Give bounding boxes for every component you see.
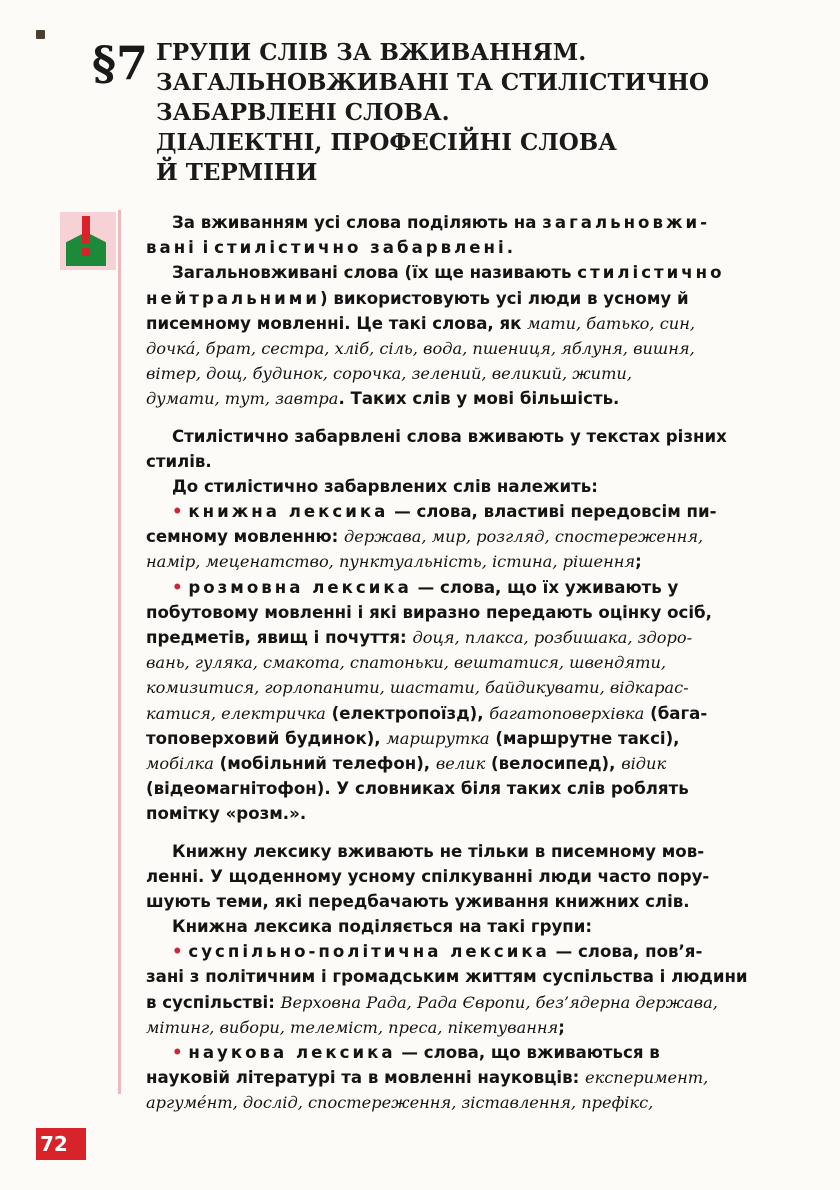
text-run: (мобільний телефон),	[213, 753, 436, 773]
spaced-term: стилістично	[577, 263, 725, 283]
text-line	[146, 286, 786, 311]
example-words: велик	[435, 753, 486, 773]
spaced-term: наукова лексика	[188, 1043, 396, 1062]
exclamation-dot	[82, 248, 90, 256]
text-line	[146, 751, 786, 776]
title-line: Й ТЕРМІНИ	[156, 159, 318, 186]
example-words: аргуме́нт, дослід, спостереження, зіставлення, префікс,	[146, 1093, 654, 1113]
example-words: мобілка	[146, 753, 214, 773]
text-line: (відеомагнітофон). У словниках біля таких слів роблять	[146, 779, 689, 799]
text-run: ;	[558, 1017, 565, 1037]
text-line	[146, 260, 786, 285]
text-run: топоверховий будинок),	[146, 728, 387, 748]
attention-house-icon	[60, 212, 116, 270]
spaced-term: стилістично забарвлені	[214, 238, 507, 258]
text-line: ленні. У щоденному усному спілкуванні люди часто пору-	[146, 866, 710, 886]
text-run: писемному мовленні. Це такі слова, як	[146, 313, 528, 333]
title-line: ГРУПИ СЛІВ ЗА ВЖИВАННЯМ.	[156, 39, 587, 66]
margin-bar	[118, 210, 121, 1094]
text-line: Книжна лексика поділяється на такі групи:	[172, 917, 593, 937]
text-run: предметів, явищ і почуття:	[146, 628, 413, 647]
text-line	[146, 235, 786, 260]
example-words: дочка́, брат, сестра, хліб, сіль, вода, пшениця, яблуня, вишня,	[146, 338, 695, 358]
body-text	[146, 210, 786, 1116]
text-run: Загальновживані слова (їх ще називають	[172, 263, 578, 283]
exclamation-bar	[82, 216, 90, 244]
text-run: семному мовленню:	[146, 527, 345, 547]
text-line	[146, 524, 786, 549]
list-item	[146, 939, 786, 964]
title-line: ДІАЛЕКТНІ, ПРОФЕСІЙНІ СЛОВА	[156, 129, 617, 156]
text-run: (маршрутне таксі),	[489, 728, 680, 748]
example-words: маршрутка	[386, 728, 490, 748]
text-run: (велосипед),	[485, 753, 622, 773]
spaced-term: розмовна лексика	[188, 577, 412, 597]
text-run: — слова, що вживаються в	[395, 1043, 660, 1062]
bullet-icon: •	[172, 577, 183, 597]
spaced-term: книжна лексика	[188, 502, 389, 522]
text-run: (електропоїзд),	[325, 703, 490, 723]
spaced-term: суспільно-політична лексика	[188, 942, 550, 962]
text-run: За вживанням усі слова поділяють на	[172, 213, 543, 232]
example-words: комизитися, горлопанити, шастати, байдикувати, відкарас-	[146, 678, 689, 698]
example-words: держава, мир, розгляд, спостереження,	[344, 527, 704, 547]
spaced-term: нейтральними	[146, 288, 320, 308]
text-line: помітку «розм.».	[146, 804, 307, 824]
text-line: Книжну лексику вживають не тільки в писемному мов-	[172, 841, 705, 861]
text-line	[146, 625, 786, 650]
bullet-icon: •	[172, 502, 183, 522]
example-words: відик	[621, 753, 667, 773]
text-line	[146, 1015, 786, 1040]
list-item	[146, 1040, 786, 1065]
corner-mark	[36, 30, 45, 39]
text-line: зані з політичним і громадським життям суспільства і людини	[146, 967, 748, 987]
text-line: До стилістично забарвлених слів належить:	[172, 476, 598, 496]
spaced-term: загальновжи-	[542, 213, 710, 232]
list-item	[146, 499, 786, 524]
example-words: доця, плакса, розбишака, здоро-	[412, 628, 693, 647]
text-run: .	[506, 238, 514, 258]
section-number: §7	[92, 36, 149, 90]
text-line: шують теми, які передбачають уживання книжних слів.	[146, 891, 690, 911]
text-line	[146, 311, 786, 336]
bullet-icon: •	[172, 1043, 183, 1062]
text-line: побутовому мовленні і які виразно передають оцінку осіб,	[146, 602, 712, 622]
text-run: ) використовують усі люди в усному й	[319, 288, 689, 308]
list-item	[146, 575, 786, 600]
text-run: і	[196, 238, 215, 258]
text-line: Стилістично забарвлені слова вживають у текстах різних	[172, 426, 727, 446]
text-line	[146, 726, 786, 751]
page-number: 72	[36, 1128, 86, 1160]
example-words: намір, меценатство, пунктуальність, істина, рішення	[146, 552, 636, 572]
example-words: вітер, дощ, будинок, сорочка, зелений, великий, жити,	[146, 364, 632, 384]
example-words: думати, тут, завтра	[146, 389, 339, 409]
section-title	[156, 38, 796, 188]
text-run: ;	[635, 552, 642, 572]
text-run: — слова, пов’я-	[549, 942, 703, 962]
spaced-term: вані	[146, 238, 197, 258]
text-run: науковій літературі та в мовленні науковців:	[146, 1068, 585, 1088]
text-run: . Таких слів у мові більшість.	[338, 389, 620, 409]
title-line: ЗАБАРВЛЕНІ СЛОВА.	[156, 99, 450, 126]
text-line	[146, 549, 786, 574]
example-words: експеримент,	[584, 1068, 709, 1088]
text-line	[146, 210, 786, 235]
example-words: Верховна Рада, Рада Європи, без’ядерна держава,	[280, 992, 718, 1012]
text-run: в суспільстві:	[146, 992, 281, 1012]
text-run: — слова, що їх уживають у	[411, 577, 679, 597]
text-line	[146, 386, 786, 411]
text-line	[146, 1065, 786, 1090]
title-line: ЗАГАЛЬНОВЖИВАНІ ТА СТИЛІСТИЧНО	[156, 69, 710, 96]
example-words: мітинг, вибори, телеміст, преса, пікетування	[146, 1017, 559, 1037]
example-words: катися, електричка	[146, 703, 326, 723]
text-run: (бага-	[644, 703, 708, 723]
example-words: мати, батько, син,	[527, 313, 696, 333]
text-line	[146, 701, 786, 726]
text-run: — слова, властиві передовсім пи-	[388, 502, 717, 522]
text-line: стилів.	[146, 451, 212, 471]
example-words: вань, гуляка, смакота, спатоньки, вештатися, швендяти,	[146, 653, 667, 673]
bullet-icon: •	[172, 942, 183, 962]
text-line	[146, 990, 786, 1015]
example-words: багатоповерхівка	[489, 703, 645, 723]
